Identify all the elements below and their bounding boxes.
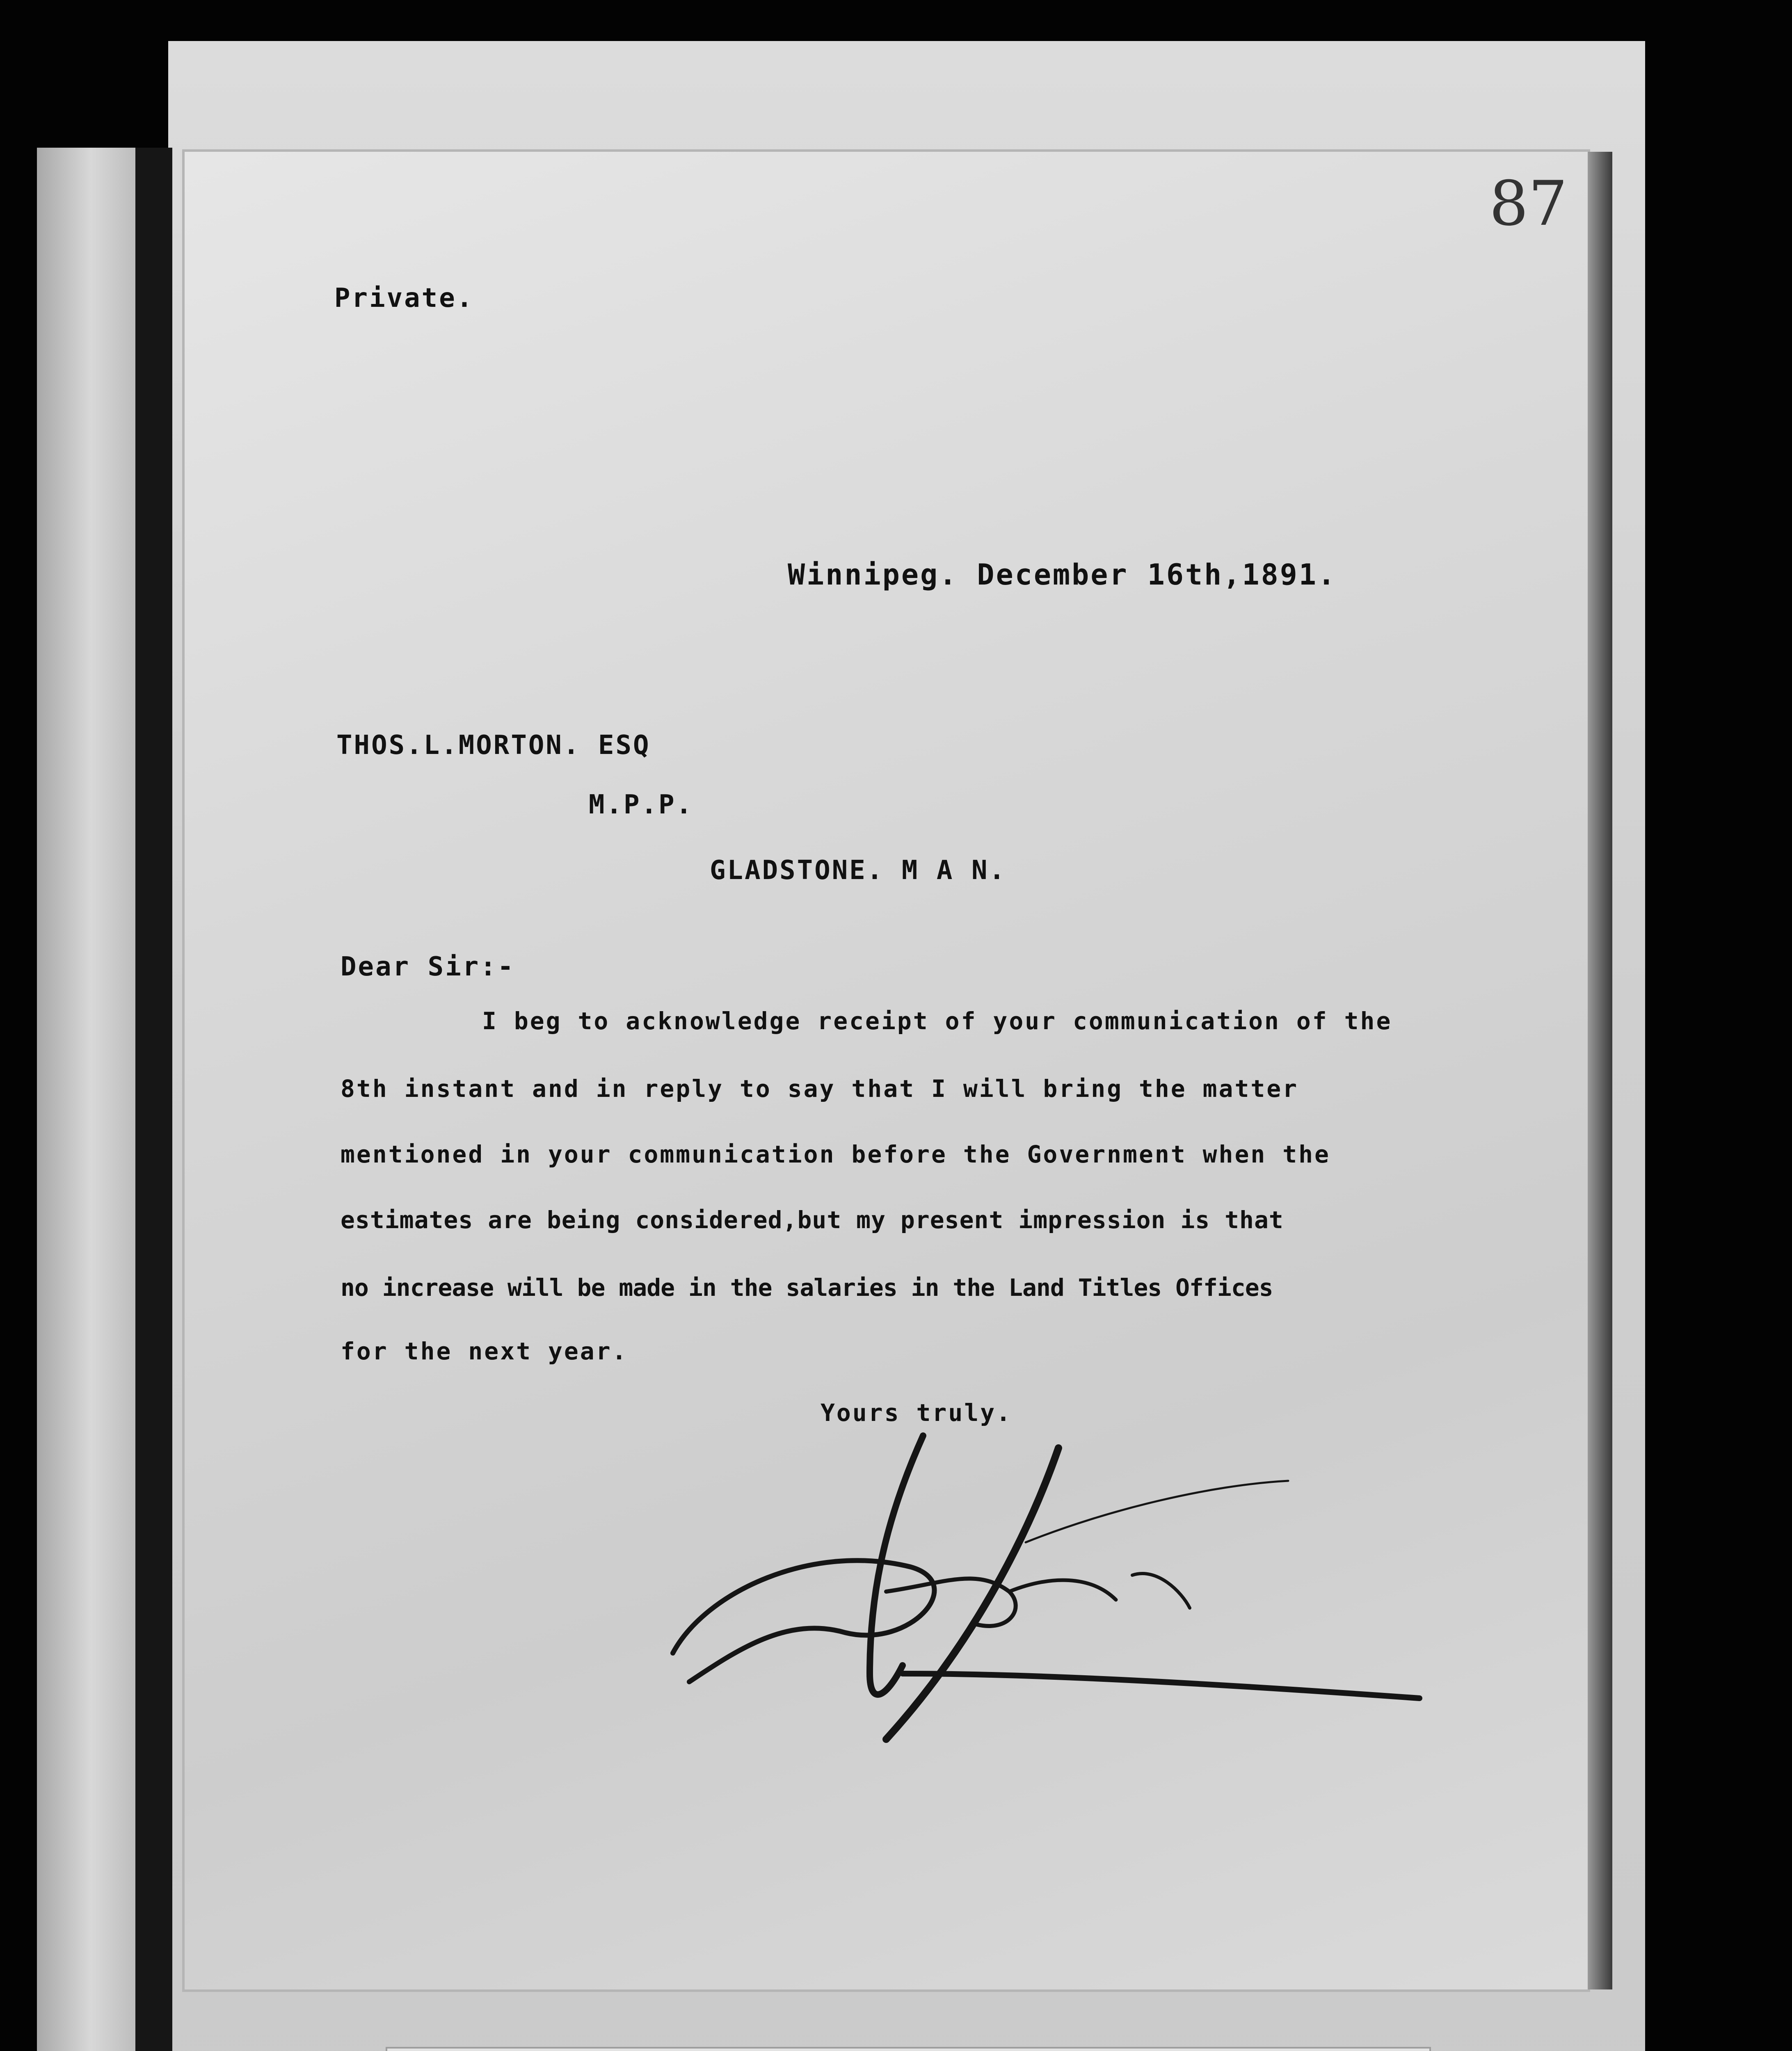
body-line: for the next year. — [341, 1337, 628, 1365]
left-paper-strip — [37, 148, 135, 2051]
salutation: Dear Sir:- — [341, 952, 515, 982]
sheet-edge — [1588, 152, 1612, 1989]
left-shadow — [135, 148, 172, 2051]
addressee-title: M.P.P. — [589, 790, 694, 820]
addressee-location: GLADSTONE. M A N. — [710, 855, 1007, 886]
closing: Yours truly. — [821, 1399, 1013, 1427]
body-line: I beg to acknowledge receipt of your communication of the — [482, 1007, 1392, 1035]
microfilm-label — [386, 2047, 1431, 2051]
body-line: 8th instant and in reply to say that I will bring the matter — [341, 1075, 1299, 1103]
body-line: estimates are being considered,but my present impression is that — [341, 1206, 1284, 1234]
addressee-name: THOS.L.MORTON. ESQ — [336, 730, 651, 761]
body-line: mentioned in your communication before the Government when the — [341, 1140, 1330, 1168]
folio-number: 87 — [1489, 168, 1568, 240]
dateline: Winnipeg. December 16th,1891. — [788, 558, 1337, 592]
body-line: no increase will be made in the salaries in the Land Titles Offices — [341, 1274, 1273, 1302]
private-marking: Private. — [334, 283, 474, 313]
signature — [656, 1419, 1436, 1756]
